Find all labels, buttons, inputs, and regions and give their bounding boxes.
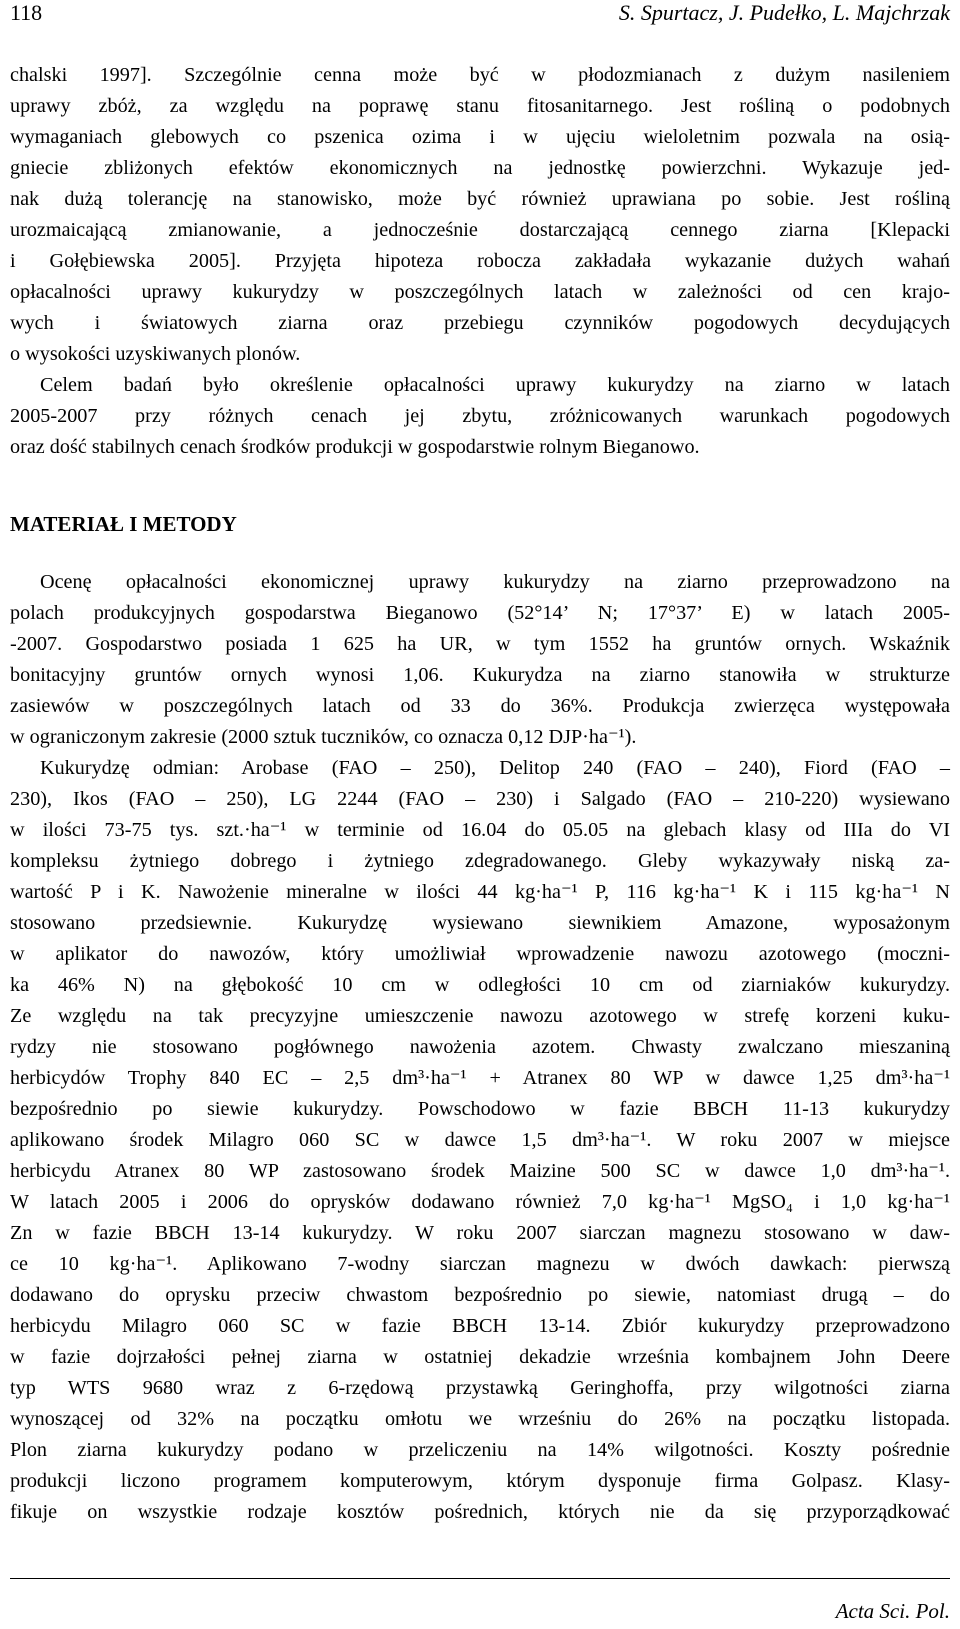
text-line: Celem badań było określenie opłacalności uprawy kukurydzy na ziarno w latach [40, 374, 950, 396]
text-line: oraz dość stabilnych cenach środków produkcji w gospodarstwie rolnym Bieganowo. [10, 436, 700, 458]
text-line: fikuje on wszystkie rodzaje kosztów pośrednich, których nie da się przyporządkować [10, 1501, 950, 1523]
text-line: W latach 2005 i 2006 do oprysków dodawano również 7,0 kg·ha⁻¹ MgSO₄ i 1,0 kg·ha⁻¹ [10, 1191, 950, 1213]
page-number: 118 [10, 0, 43, 25]
text-line: zasiewów w poszczególnych latach od 33 do 36%. Produkcja zwierzęca występowała [10, 695, 950, 717]
text-line: w aplikator do nawozów, który umożliwiał wprowadzenie nawozu azotowego (moczni- [10, 943, 950, 965]
text-line: polach produkcyjnych gospodarstwa Bieganowo (52°14’ N; 17°37’ E) w latach 2005- [10, 602, 950, 624]
text-line: rydzy nie stosowano pogłównego nawożenia azotem. Chwasty zwalczano mieszaniną [10, 1036, 950, 1058]
text-line: -2007. Gospodarstwo posiada 1 625 ha UR, w tym 1552 ha gruntów ornych. Wskaźnik [10, 633, 950, 655]
text-line: herbicydu Milagro 060 SC w fazie BBCH 13-14. Zbiór kukurydzy przeprowadzono [10, 1315, 950, 1337]
text-line: produkcji liczono programem komputerowym, którym dysponuje firma Golpasz. Klasy- [10, 1470, 950, 1492]
text-line: gniecie zbliżonych efektów ekonomicznych na jednostkę powierzchni. Wykazuje jed- [10, 157, 950, 179]
text-line: w ilości 73-75 tys. szt.·ha⁻¹ w terminie od 16.04 do 05.05 na glebach klasy od IIIa do VI [10, 819, 950, 841]
section-heading: MATERIAŁ I METODY [10, 512, 237, 536]
text-line: Ocenę opłacalności ekonomicznej uprawy kukurydzy na ziarno przeprowadzono na [40, 571, 950, 593]
text-line: bezpośrednio po siewie kukurydzy. Powschodowo w fazie BBCH 11-13 kukurydzy [10, 1098, 950, 1120]
text-line: urozmaicającą zmianowanie, a jednocześnie dostarczającą cennego ziarna [Klepacki [10, 219, 950, 241]
text-line: kompleksu żytniego dobrego i żytniego zdegradowanego. Gleby wykazywały niską za- [10, 850, 950, 872]
text-line: 2005-2007 przy różnych cenach jej zbytu, zróżnicowanych warunkach pogodowych [10, 405, 950, 427]
text-line: wartość P i K. Nawożenie mineralne w ilości 44 kg·ha⁻¹ P, 116 kg·ha⁻¹ K i 115 kg·ha⁻¹ N [10, 881, 950, 903]
text-line: wynoszącej od 32% na początku omłotu we wrześniu do 26% na początku listopada. [10, 1408, 950, 1430]
text-line: wych i światowych ziarna oraz przebiegu czynników pogodowych decydujących [10, 312, 950, 334]
text-line: i Gołębiewska 2005]. Przyjęta hipoteza robocza zakładała wykazanie dużych wahań [10, 250, 950, 272]
text-line: Kukurydzę odmian: Arobase (FAO – 250), Delitop 240 (FAO – 240), Fiord (FAO – [40, 757, 950, 779]
text-line: aplikowano środek Milagro 060 SC w dawce 1,5 dm³·ha⁻¹. W roku 2007 w miejsce [10, 1129, 950, 1151]
text-line: typ WTS 9680 wraz z 6-rzędową przystawką Geringhoffa, przy wilgotności ziarna [10, 1377, 950, 1399]
text-line: herbicydu Atranex 80 WP zastosowano środek Maizine 500 SC w dawce 1,0 dm³·ha⁻¹. [10, 1160, 950, 1182]
text-line: opłacalności uprawy kukurydzy w poszczególnych latach w zależności od cen krajo- [10, 281, 950, 303]
text-line: stosowano przedsiewnie. Kukurydzę wysiewano siewnikiem Amazone, wyposażonym [10, 912, 950, 934]
footer-divider [10, 1578, 950, 1579]
text-line: uprawy zbóż, za względu na poprawę stanu fitosanitarnego. Jest rośliną o podobnych [10, 95, 950, 117]
text-line: herbicydów Trophy 840 EC – 2,5 dm³·ha⁻¹ + Atranex 80 WP w dawce 1,25 dm³·ha⁻¹ [10, 1067, 950, 1089]
text-line: w ograniczonym zakresie (2000 sztuk tuczników, co oznacza 0,12 DJP·ha⁻¹). [10, 726, 637, 748]
text-line: ce 10 kg·ha⁻¹. Aplikowano 7-wodny siarczan magnezu w dwóch dawkach: pierwszą [10, 1253, 950, 1275]
text-line: bonitacyjny gruntów ornych wynosi 1,06. Kukurydza na ziarno stanowiła w strukturze [10, 664, 950, 686]
text-line: dodawano do oprysku przeciw chwastom bezpośrednio po siewie, natomiast drugą – do [10, 1284, 950, 1306]
text-line: nak dużą tolerancję na stanowisko, może być również uprawiana po sobie. Jest rośliną [10, 188, 950, 210]
text-line: Zn w fazie BBCH 13-14 kukurydzy. W roku 2007 siarczan magnezu stosowano w daw- [10, 1222, 950, 1244]
running-head-authors: S. Spurtacz, J. Pudełko, L. Majchrzak [618, 0, 950, 25]
text-line: 230), Ikos (FAO – 250), LG 2244 (FAO – 230) i Salgado (FAO – 210-220) wysiewano [10, 788, 950, 810]
text-line: wymaganiach glebowych co pszenica ozima i w ujęciu wieloletnim pozwala na osią- [10, 126, 950, 148]
page-header [10, 0, 950, 40]
text-line: w fazie dojrzałości pełnej ziarna w ostatniej dekadzie września kombajnem John Deere [10, 1346, 950, 1368]
text-line: Ze względu na tak precyzyjne umieszczenie nawozu azotowego w strefę korzeni kuku- [10, 1005, 950, 1027]
text-line: o wysokości uzyskiwanych plonów. [10, 343, 301, 365]
text-line: chalski 1997]. Szczególnie cenna może być w płodozmianach z dużym nasileniem [10, 64, 950, 86]
journal-name: Acta Sci. Pol. [835, 1599, 950, 1623]
text-line: Plon ziarna kukurydzy podano w przeliczeniu na 14% wilgotności. Koszty pośrednie [10, 1439, 950, 1461]
text-line: ka 46% N) na głębokość 10 cm w odległości 10 cm od ziarniaków kukurydzy. [10, 974, 950, 996]
